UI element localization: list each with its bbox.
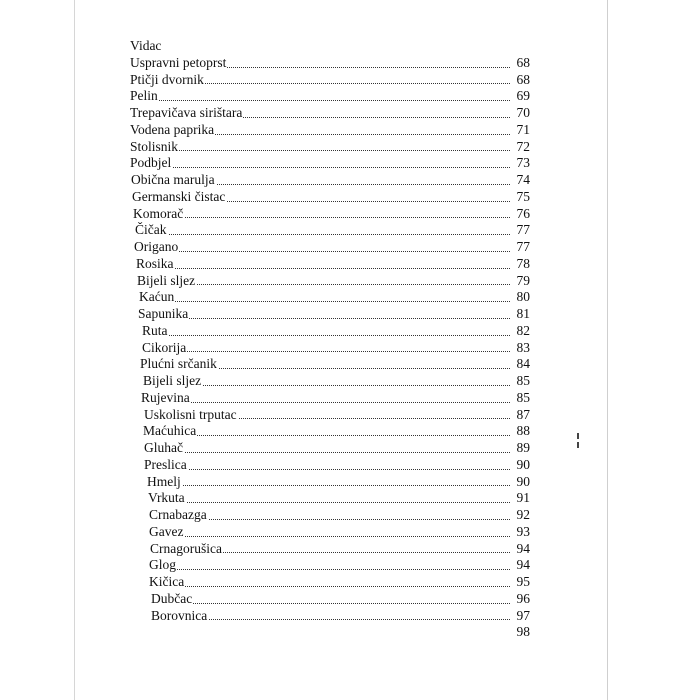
- toc-entry: [130, 523, 530, 540]
- toc-entry: [130, 590, 530, 607]
- toc-entry-title: Vrkuta: [148, 490, 185, 506]
- toc-entry: [130, 540, 530, 557]
- dot-leader: [142, 351, 510, 352]
- toc-entry-title: Crnagorušica: [150, 540, 222, 556]
- toc-entry: [130, 506, 530, 523]
- toc-entry-page: 72: [516, 138, 530, 154]
- toc-entry-title: Gavez: [149, 523, 184, 539]
- toc-entry-title: Stolisnik: [130, 138, 179, 154]
- toc-entry-page: 94: [516, 540, 530, 556]
- toc-entry: [130, 422, 530, 439]
- toc-entry-page: 77: [516, 222, 530, 238]
- toc-entry-title: [152, 624, 153, 639]
- toc-entry-title: Rosika: [136, 255, 174, 271]
- toc-entry-title: Bijeli sljez: [143, 373, 202, 388]
- toc-entry-page: 82: [516, 322, 530, 338]
- toc-entry-title: Gluhač: [144, 440, 183, 455]
- toc-entry: [130, 104, 530, 121]
- toc-entry: [130, 439, 530, 456]
- toc-entry: [130, 255, 530, 272]
- toc-entry-title: Kaćun: [139, 289, 175, 305]
- dot-leader: [144, 452, 510, 453]
- toc-entry-page: 78: [516, 255, 530, 271]
- toc-entry-title: Preslica: [144, 456, 187, 472]
- toc-entry: [130, 607, 530, 624]
- toc-entry: [130, 573, 530, 590]
- toc-entry: [130, 221, 530, 238]
- toc-entry-page: 92: [516, 507, 530, 522]
- toc-entry-title: Komorač: [133, 205, 184, 221]
- toc-entry-page: 94: [516, 557, 530, 573]
- toc-entry-page: 77: [516, 239, 530, 254]
- toc-entry-title: Kičica: [149, 574, 185, 589]
- toc-entry-page: 69: [516, 88, 530, 104]
- toc-entry-page: 95: [516, 574, 530, 589]
- toc-entry: [130, 272, 530, 289]
- toc-entry-page: 71: [516, 121, 530, 137]
- toc-entry-title: Hmelj: [147, 473, 181, 489]
- dot-leader: [144, 469, 510, 470]
- toc-entry-title: Cikorija: [142, 339, 187, 355]
- toc-entry-title: Dubčac: [151, 590, 193, 606]
- page-edge-right: [607, 0, 700, 700]
- toc-entry-title: Plućni srčanik: [140, 356, 217, 372]
- toc-entry-page: 70: [516, 105, 530, 120]
- toc-entry-title: Obična marulja: [131, 172, 215, 187]
- dot-leader: [149, 569, 510, 570]
- dot-leader: [141, 402, 510, 403]
- page-edge-left: [0, 0, 75, 700]
- toc-entry: [130, 171, 530, 188]
- toc-entry-title: Podbjel: [130, 155, 172, 171]
- toc-entry-title: Germanski čistac: [132, 188, 226, 204]
- toc-entry: [130, 389, 530, 406]
- toc-entry-page: 76: [516, 205, 530, 221]
- toc-entry-title: Ptičji dvornik: [130, 71, 204, 87]
- toc-entry: [130, 205, 530, 222]
- toc-entry: [130, 188, 530, 205]
- toc-entry-page: 97: [516, 607, 530, 623]
- dot-leader: [151, 603, 510, 604]
- dot-leader: [130, 150, 510, 151]
- toc-entry: [130, 238, 530, 255]
- toc-entry: [130, 87, 530, 104]
- toc-entry-title: Glog: [149, 557, 176, 573]
- toc-entry-page: 75: [516, 188, 530, 204]
- dot-leader: [133, 217, 510, 218]
- toc-entry-page: 84: [516, 356, 530, 372]
- toc-entry-title: Bijeli sljez: [137, 272, 196, 288]
- dot-leader: [142, 335, 510, 336]
- toc-entry-page: 68: [516, 71, 530, 87]
- dot-leader: [130, 167, 510, 168]
- toc-entry: [130, 489, 530, 506]
- toc-entry: [130, 406, 530, 423]
- toc-entry-page: 93: [516, 523, 530, 539]
- toc-entry-page: 85: [516, 373, 530, 388]
- margin-mark: [575, 433, 581, 453]
- toc-entry-page: 90: [516, 456, 530, 472]
- toc-entry-page: 96: [516, 590, 530, 606]
- toc-entry-title: Uskolisni trputac: [144, 406, 237, 422]
- toc-entry-title: Maćuhica: [143, 423, 197, 439]
- toc-entry: [130, 54, 530, 71]
- toc-entry-page: 85: [516, 389, 530, 405]
- dot-leader: [139, 301, 510, 302]
- toc-entry-page: 68: [516, 54, 530, 70]
- toc-entry-title: Pelin: [130, 88, 158, 104]
- toc-entry-page: 80: [516, 289, 530, 305]
- toc-entry-page: 81: [516, 306, 530, 321]
- toc-entry: [130, 339, 530, 356]
- toc-entry-page: 79: [516, 272, 530, 288]
- dot-leader: [138, 318, 510, 319]
- toc-entry: [130, 154, 530, 171]
- toc-entry-page: 98: [516, 624, 530, 640]
- toc-entry-title: Vodena paprika: [130, 121, 215, 137]
- toc-entry-title: Vidac: [130, 38, 162, 53]
- toc-entry-page: 89: [516, 440, 530, 455]
- toc-entry-page: 73: [516, 155, 530, 171]
- toc-entry-title: Borovnica: [151, 607, 208, 623]
- table-of-contents: [130, 37, 530, 640]
- toc-entry-page: 88: [516, 423, 530, 439]
- toc-entry: [130, 138, 530, 155]
- toc-entry-title: Ruta: [142, 322, 168, 338]
- dot-leader: [148, 502, 510, 503]
- dot-leader: [136, 268, 510, 269]
- toc-entry-title: Crnabazga: [149, 507, 207, 522]
- toc-entry: [130, 71, 530, 88]
- dot-leader: [135, 234, 510, 235]
- toc-entry: [130, 305, 530, 322]
- dot-leader: [143, 435, 510, 436]
- toc-entry-page: 91: [516, 490, 530, 506]
- toc-entry: [130, 37, 530, 54]
- toc-entry-title: Rujevina: [141, 389, 190, 405]
- toc-entry-page: 87: [516, 406, 530, 422]
- dot-leader: [134, 251, 510, 252]
- toc-entry-title: Sapunika: [138, 306, 189, 321]
- toc-entry: [130, 121, 530, 138]
- dot-leader: [149, 586, 510, 587]
- toc-entry-title: Origano: [134, 239, 179, 254]
- toc-entry: [130, 623, 530, 640]
- toc-entry: [130, 473, 530, 490]
- toc-entry: [130, 372, 530, 389]
- toc-entry-page: 83: [516, 339, 530, 355]
- dot-leader: [149, 536, 510, 537]
- toc-entry-title: Uspravni petoprst: [130, 54, 227, 70]
- toc-entry: [130, 322, 530, 339]
- toc-entry-page: 74: [516, 172, 530, 187]
- dot-leader: [130, 100, 510, 101]
- toc-entry-title: Čičak: [135, 222, 167, 238]
- dot-leader: [147, 485, 510, 486]
- toc-entry: [130, 355, 530, 372]
- toc-entry: [130, 456, 530, 473]
- toc-entry: [130, 288, 530, 305]
- toc-entry-title: Trepavičava sirištara: [130, 105, 243, 120]
- toc-entry-page: 90: [516, 473, 530, 489]
- toc-entry: [130, 556, 530, 573]
